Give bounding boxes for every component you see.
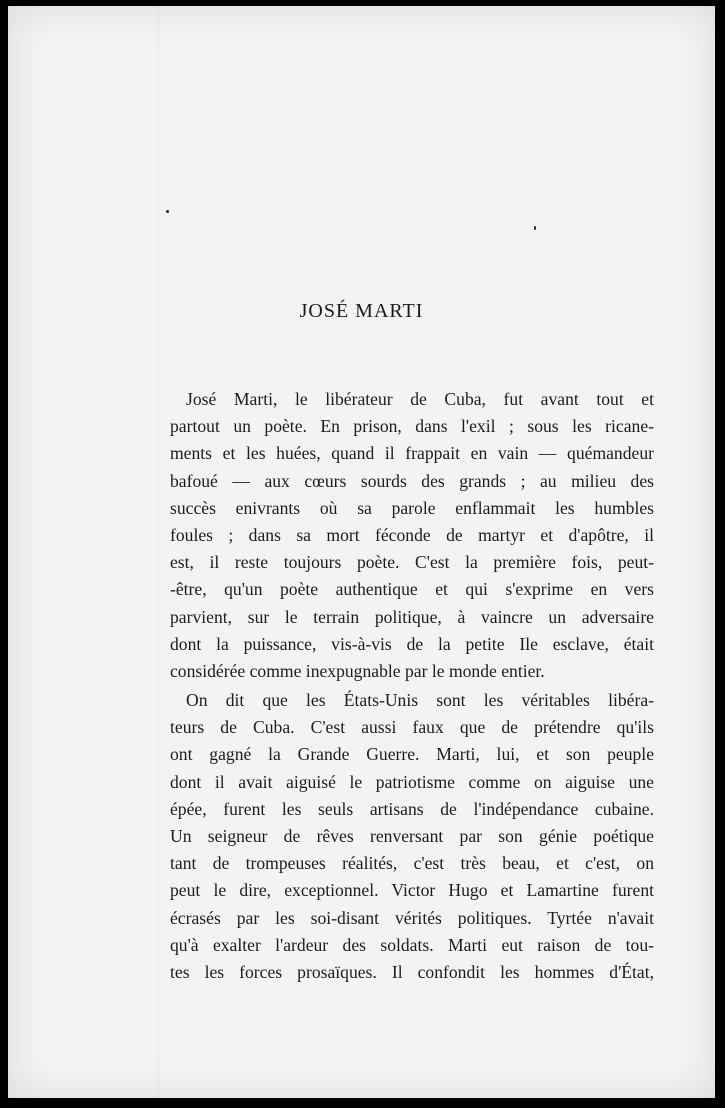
ink-speck: [534, 226, 536, 230]
text-line: bafoué — aux cœurs sourds des grands ; au milieu des: [170, 470, 654, 491]
text-line: Un seigneur de rêves renversant par son génie poétique: [170, 826, 654, 846]
body-text: [170, 386, 654, 986]
text-line: On dit que les États-Unis sont les véritables libéra-: [186, 690, 654, 711]
page-fold-shadow: [158, 6, 159, 1098]
ink-speck: [166, 210, 169, 213]
text-line: tes les forces prosaïques. Il confondit les hommes d'État,: [170, 961, 654, 982]
text-line: ont gagné la Grande Guerre. Marti, lui, et son peuple: [170, 744, 654, 765]
text-line: -être, qu'un poète authentique et qui s'exprime en vers: [170, 579, 654, 600]
text-line: dont la puissance, vis-à-vis de la petite Ile esclave, était: [170, 633, 654, 654]
text-line: est, il reste toujours poète. C'est la première fois, peut-: [170, 552, 654, 573]
text-line: succès enivrants où sa parole enflammait les humbles: [170, 497, 654, 518]
text-line: foules ; dans sa mort féconde de martyr et d'apôtre, il: [170, 524, 654, 545]
chapter-title: JOSÉ MARTI: [299, 300, 424, 322]
scanned-page: [8, 6, 715, 1098]
text-line: qu'à exalter l'ardeur des soldats. Marti eut raison de tou-: [170, 934, 654, 955]
text-line: épée, furent les seuls artisans de l'indépendance cubaine.: [170, 798, 654, 819]
text-line: considérée comme inexpugnable par le monde entier.: [170, 660, 545, 681]
paragraph-2: [170, 687, 654, 986]
text-line: José Marti, le libérateur de Cuba, fut avant tout et: [186, 389, 654, 409]
text-line: écrasés par les soi-disant vérités politiques. Tyrtée n'avait: [170, 907, 654, 928]
text-line: peut le dire, exceptionnel. Victor Hugo et Lamartine furent: [170, 880, 654, 901]
text-line: partout un poète. En prison, dans l'exil ; sous les ricane-: [170, 416, 654, 437]
text-line: teurs de Cuba. C'est aussi faux que de prétendre qu'ils: [170, 717, 654, 738]
paragraph-1: [170, 386, 654, 685]
text-line: tant de trompeuses réalités, c'est très beau, et c'est, on: [170, 853, 654, 874]
text-line: ments et les huées, quand il frappait en vain — quémandeur: [170, 443, 654, 464]
text-line: dont il avait aiguisé le patriotisme comme on aiguise une: [170, 771, 654, 792]
text-line: parvient, sur le terrain politique, à vaincre un adversaire: [170, 606, 654, 627]
